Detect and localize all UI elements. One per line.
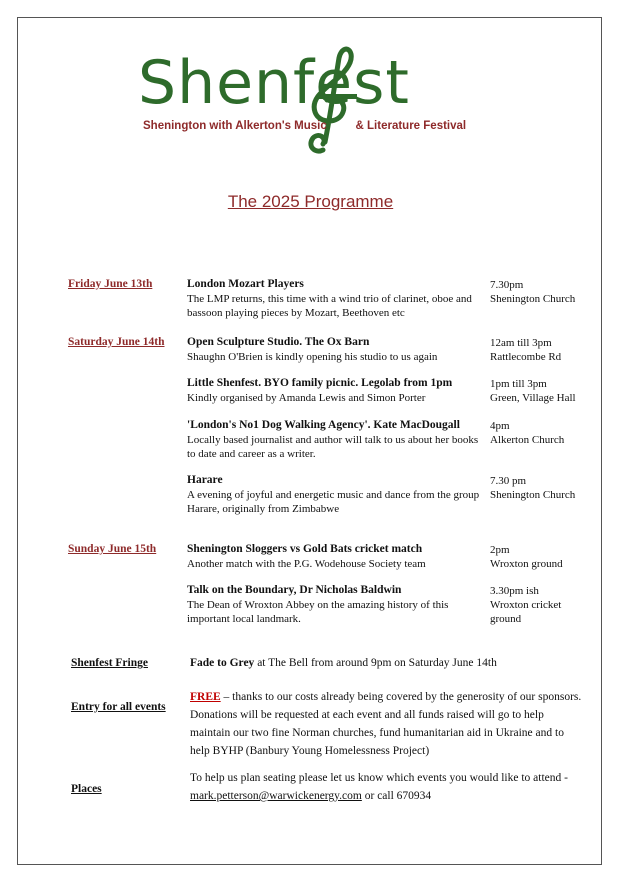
free-badge: FREE xyxy=(190,691,221,703)
programme-title: The 2025 Programme xyxy=(227,192,394,211)
day-label: Sunday June 15th xyxy=(68,543,157,555)
places-text: To help us plan seating please let us know which events you would like to attend - mark.petterson@warwickenergy.com or call 670934 xyxy=(190,772,568,802)
event-time: 4pm Alkerton Church xyxy=(490,420,565,446)
event-desc: Shaughn O'Brien is kindly opening his studio to us again xyxy=(187,351,438,363)
logo-subtitle: Shenington with Alkerton's Music & Literature Festival xyxy=(143,120,467,132)
day-label: Friday June 13th xyxy=(68,278,153,290)
event-title: Talk on the Boundary, Dr Nicholas Baldwin xyxy=(187,584,402,596)
event-title: Little Shenfest. BYO family picnic. Legolab from 1pm xyxy=(187,377,453,389)
entry-text: FREE – thanks to our costs already being covered by the generosity of our sponsors. Donations will be requested at each event and all funds raised will go to help maintain our two fine Norman churches, fund humanitarian aid in Ukraine and to help BYHP (Banbury Young Homelessness Project) xyxy=(190,691,582,757)
fringe-label: Shenfest Fringe xyxy=(71,657,148,669)
event-desc: The Dean of Wroxton Abbey on the amazing history of this important local landmark. xyxy=(187,599,449,625)
event-time: 1pm till 3pm Green, Village Hall xyxy=(490,378,576,404)
entry-label: Entry for all events xyxy=(71,701,166,713)
places-label: Places xyxy=(71,783,102,795)
shenfest-logo xyxy=(135,42,485,158)
email-link[interactable]: mark.petterson@warwickenergy.com xyxy=(190,790,362,802)
event-title: Open Sculpture Studio. The Ox Barn xyxy=(187,336,370,348)
event-desc: Locally based journalist and author will talk to us about her books to date and career as a writer. xyxy=(187,434,479,460)
fringe-text: Fade to Grey at The Bell from around 9pm on Saturday June 14th xyxy=(190,657,497,669)
logo-wordmark: Shenfest xyxy=(138,48,410,118)
event-desc: The LMP returns, this time with a wind trio of clarinet, oboe and bassoon playing pieces by Mozart, Beethoven etc xyxy=(187,293,472,319)
event-title: London Mozart Players xyxy=(187,278,304,290)
event-title: Harare xyxy=(187,474,223,486)
event-time: 12am till 3pm Rattlecombe Rd xyxy=(490,337,562,363)
event-title: 'London's No1 Dog Walking Agency'. Kate MacDougall xyxy=(187,419,460,431)
event-time: 7.30pm Shenington Church xyxy=(490,279,576,305)
event-desc: Another match with the P.G. Wodehouse Society team xyxy=(187,558,426,570)
day-label: Saturday June 14th xyxy=(68,336,165,348)
event-time: 7.30 pm Shenington Church xyxy=(490,475,576,501)
event-time: 2pm Wroxton ground xyxy=(490,544,563,570)
event-time: 3.30pm ish Wroxton cricket ground xyxy=(490,585,562,625)
event-desc: Kindly organised by Amanda Lewis and Simon Porter xyxy=(187,392,426,404)
event-title: Shenington Sloggers vs Gold Bats cricket match xyxy=(187,543,423,555)
event-desc: A evening of joyful and energetic music and dance from the group Harare, originally from Zimbabwe xyxy=(187,489,480,515)
